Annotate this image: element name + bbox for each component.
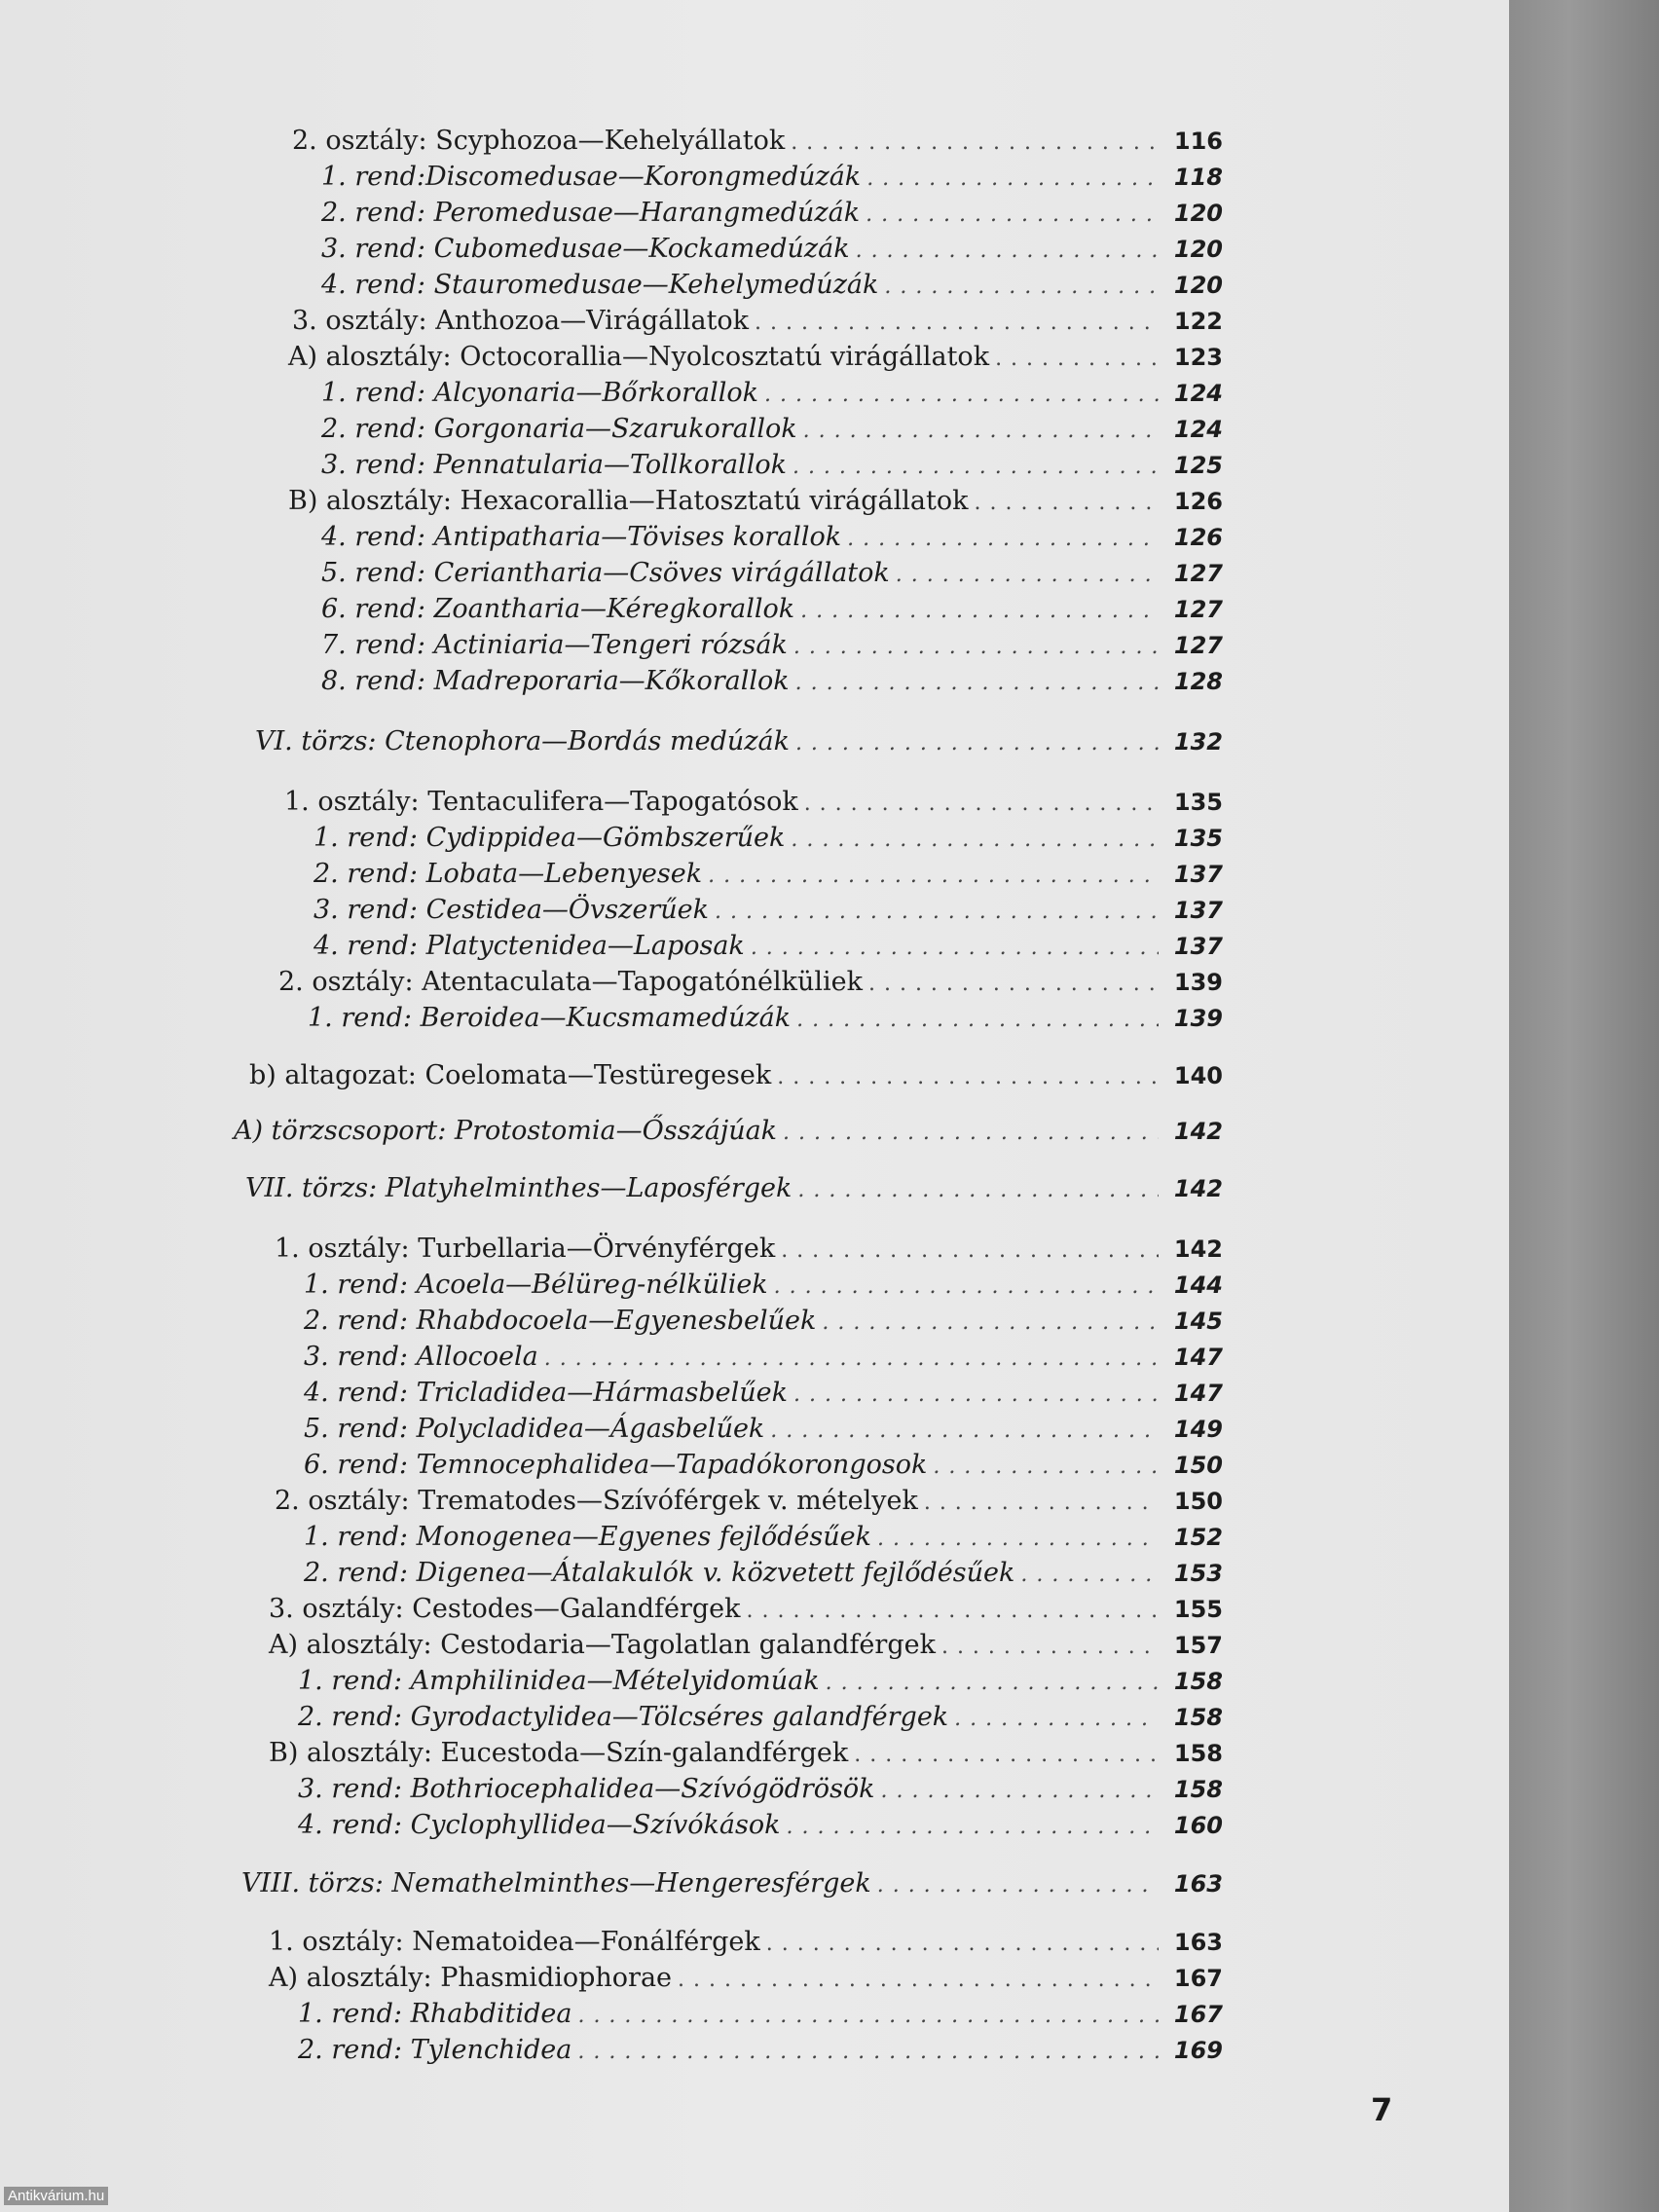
toc-leader-dots: [577, 2036, 1159, 2069]
toc-entry-page: 153: [1173, 1560, 1223, 1587]
toc-entry: [298, 1809, 1223, 1842]
toc-leader-dots: [974, 487, 1159, 520]
toc-entry-label: 5. rend: Polycladidea—Ágasbelűek: [304, 1414, 765, 1444]
toc-entry-label: 3. rend: Allocoela: [304, 1342, 538, 1372]
toc-leader-dots: [877, 1523, 1159, 1556]
toc-entry-page: 149: [1173, 1416, 1223, 1443]
toc-leader-dots: [804, 788, 1159, 821]
toc-entry: [304, 1341, 1223, 1374]
toc-leader-dots: [884, 271, 1159, 304]
toc-entry-page: 135: [1173, 825, 1223, 852]
page-edge-shadow: [1509, 0, 1659, 2212]
toc-entry: [304, 1305, 1223, 1338]
toc-entry-page: 126: [1173, 488, 1223, 515]
watermark: Antikvárium.hu: [4, 2187, 108, 2205]
toc-entry: [304, 1377, 1223, 1410]
toc-leader-dots: [954, 1703, 1159, 1736]
toc-leader-dots: [793, 631, 1159, 664]
toc-entry: [298, 2034, 1223, 2067]
toc-leader-dots: [793, 1379, 1159, 1412]
toc-leader-dots: [777, 1061, 1159, 1094]
toc-entry: [241, 1867, 1223, 1900]
toc-entry: [321, 521, 1223, 554]
toc-leader-dots: [856, 235, 1159, 268]
toc-entry-label: 3. osztály: Cestodes—Galandférgek: [269, 1594, 741, 1624]
toc-leader-dots: [544, 1343, 1159, 1376]
toc-leader-dots: [803, 415, 1159, 448]
toc-entry-label: 2. rend: Peromedusae—Harangmedúzák: [321, 198, 861, 228]
toc-entry-label: 3. rend: Cestidea—Övszerűek: [313, 895, 710, 925]
toc-entry: [298, 1773, 1223, 1806]
toc-entry: [269, 1593, 1223, 1626]
toc-entry-page: 163: [1173, 1870, 1223, 1898]
toc-entry: [298, 1701, 1223, 1734]
toc-entry-label: 6. rend: Zoantharia—Kéregkorallok: [321, 594, 795, 624]
toc-entry: [269, 1926, 1223, 1959]
toc-leader-dots: [995, 343, 1159, 376]
toc-entry-label: 1. rend: Acoela—Bélüreg-nélküliek: [304, 1270, 768, 1300]
toc-entry-page: 167: [1173, 2001, 1223, 2028]
toc-entry: [288, 341, 1223, 374]
toc-entry-label: 7. rend: Actiniaria—Tengeri rózsák: [321, 630, 788, 660]
toc-entry: [255, 725, 1223, 758]
toc-leader-dots: [783, 1117, 1159, 1150]
toc-entry-page: 152: [1173, 1524, 1223, 1551]
toc-entry: [321, 233, 1223, 266]
toc-leader-dots: [866, 163, 1159, 196]
toc-entry-label: 1. rend: Cydippidea—Gömbszerűek: [313, 823, 786, 853]
toc-entry: [288, 485, 1223, 518]
toc-entry-label: 4. rend: Antipatharia—Tövises korallok: [321, 522, 842, 552]
toc-leader-dots: [896, 559, 1159, 592]
toc-leader-dots: [933, 1451, 1159, 1484]
toc-entry: [298, 1998, 1223, 2031]
toc-entry-page: 144: [1173, 1272, 1223, 1299]
toc-entry-page: 120: [1173, 200, 1223, 227]
toc-leader-dots: [847, 523, 1159, 556]
toc-entry-label: 3. osztály: Anthozoa—Virágállatok: [292, 306, 750, 336]
toc-entry-page: 137: [1173, 933, 1223, 960]
toc-leader-dots: [795, 727, 1159, 760]
toc-leader-dots: [678, 1964, 1159, 1997]
toc-entry-page: 142: [1173, 1175, 1223, 1202]
toc-entry: [321, 593, 1223, 626]
toc-leader-dots: [793, 451, 1159, 484]
toc-entry-label: B) alosztály: Hexacorallia—Hatosztatú virágállatok: [288, 486, 969, 516]
toc-entry-label: 2. rend: Tylenchidea: [298, 2035, 572, 2065]
toc-leader-dots: [826, 1667, 1159, 1700]
toc-entry-label: A) alosztály: Octocorallia—Nyolcosztatú virágállatok: [288, 342, 990, 372]
toc-leader-dots: [755, 307, 1159, 340]
toc-leader-dots: [715, 896, 1159, 929]
toc-entry-page: 167: [1173, 1965, 1223, 1992]
toc-entry-label: B) alosztály: Eucestoda—Szín-galandférgek: [269, 1738, 849, 1768]
toc-entry: [304, 1521, 1223, 1554]
toc-entry-page: 127: [1173, 596, 1223, 623]
page-number: 7: [1371, 2091, 1393, 2128]
toc-entry: [313, 930, 1223, 963]
toc-entry: [321, 377, 1223, 410]
toc-entry-page: 158: [1173, 1668, 1223, 1695]
toc-entry-label: 2. rend: Rhabdocoela—Egyenesbelűek: [304, 1306, 817, 1336]
toc-entry-page: 137: [1173, 897, 1223, 924]
toc-entry-label: A) törzscsoport: Protostomia—Ősszájúak: [234, 1116, 778, 1146]
toc-entry-page: 140: [1173, 1062, 1223, 1089]
toc-entry-label: 1. rend: Beroidea—Kucsmamedúzák: [308, 1003, 792, 1033]
toc-entry: [269, 1629, 1223, 1662]
toc-leader-dots: [770, 1415, 1159, 1448]
toc-entry: [292, 125, 1223, 158]
toc-entry-page: 142: [1173, 1235, 1223, 1263]
toc-entry-page: 160: [1173, 1812, 1223, 1839]
toc-entry-label: VIII. törzs: Nemathelminthes—Hengeresférgek: [241, 1868, 871, 1899]
toc-entry-page: 169: [1173, 2037, 1223, 2064]
toc-leader-dots: [797, 1174, 1159, 1207]
toc-entry-label: 1. rend:Discomedusae—Korongmedúzák: [321, 162, 862, 192]
toc-entry: [313, 894, 1223, 927]
toc-entry-label: 1. rend: Amphilinidea—Mételyidomúak: [298, 1666, 820, 1696]
toc-entry-label: 4. rend: Tricladidea—Hármasbelűek: [304, 1378, 788, 1408]
toc-leader-dots: [877, 1869, 1159, 1902]
toc-entry-label: 4. rend: Cyclophyllidea—Szívókások: [298, 1810, 781, 1840]
toc-entry-page: 116: [1173, 128, 1223, 155]
toc-entry-label: 6. rend: Temnocephalidea—Tapadókorongosok: [304, 1450, 928, 1480]
toc-entry-label: 3. rend: Bothriocephalidea—Szívógödrösök: [298, 1774, 875, 1804]
toc-entry-page: 120: [1173, 236, 1223, 263]
toc-entry-label: 1. osztály: Tentaculifera—Tapogatósok: [284, 787, 798, 817]
toc-entry: [304, 1269, 1223, 1302]
toc-entry-page: 142: [1173, 1118, 1223, 1145]
toc-entry-label: 2. rend: Digenea—Átalakulók v. közvetett fejlődésűek: [304, 1558, 1015, 1588]
toc-leader-dots: [774, 1271, 1159, 1304]
toc-entry-label: 3. rend: Pennatularia—Tollkorallok: [321, 450, 787, 480]
toc-entry: [234, 1115, 1223, 1148]
toc-entry-page: 120: [1173, 272, 1223, 299]
toc-entry-label: 1. osztály: Nematoidea—Fonálférgek: [269, 1927, 760, 1957]
toc-leader-dots: [795, 667, 1159, 700]
toc-entry: [298, 1665, 1223, 1698]
toc-entry: [275, 1233, 1223, 1266]
toc-entry-page: 158: [1173, 1704, 1223, 1731]
toc-entry-label: 1. rend: Alcyonaria—Bőrkorallok: [321, 378, 758, 408]
toc-entry: [321, 413, 1223, 446]
toc-entry: [269, 1962, 1223, 1995]
toc-entry-label: 2. rend: Lobata—Lebenyesek: [313, 859, 703, 889]
toc-entry-page: 118: [1173, 164, 1223, 191]
toc-entry: [284, 786, 1223, 819]
toc-entry: [321, 557, 1223, 590]
toc-entry: [321, 269, 1223, 302]
toc-entry: [321, 449, 1223, 482]
toc-entry-page: 147: [1173, 1344, 1223, 1371]
toc-entry-label: 8. rend: Madreporaria—Kőkorallok: [321, 666, 790, 696]
toc-entry-label: 4. rend: Platyctenidea—Laposak: [313, 931, 745, 961]
toc-entry-label: 2. osztály: Trematodes—Szívóférgek v. mételyek: [275, 1486, 918, 1516]
toc-entry-page: 124: [1173, 380, 1223, 407]
toc-leader-dots: [1020, 1559, 1159, 1592]
toc-entry: [304, 1449, 1223, 1482]
toc-entry: [321, 197, 1223, 230]
toc-entry-page: 147: [1173, 1380, 1223, 1407]
toc-entry: [321, 629, 1223, 662]
toc-leader-dots: [708, 860, 1159, 893]
toc-leader-dots: [800, 595, 1159, 628]
toc-leader-dots: [854, 1739, 1159, 1772]
toc-entry-page: 126: [1173, 524, 1223, 551]
toc-entry: [321, 161, 1223, 194]
toc-leader-dots: [751, 932, 1159, 965]
toc-entry-page: 124: [1173, 416, 1223, 443]
toc-entry-label: 3. rend: Cubomedusae—Kockamedúzák: [321, 234, 850, 264]
toc-leader-dots: [791, 824, 1159, 857]
toc-entry-label: VI. törzs: Ctenophora—Bordás medúzák: [255, 726, 790, 756]
toc-leader-dots: [766, 1928, 1159, 1961]
toc-entry-page: 123: [1173, 344, 1223, 371]
toc-entry: [245, 1172, 1223, 1205]
toc-entry-label: 2. osztály: Scyphozoa—Kehelyállatok: [292, 126, 786, 156]
toc-entry-page: 158: [1173, 1740, 1223, 1767]
toc-entry-label: 2. osztály: Atentaculata—Tapogatónélküliek: [278, 967, 863, 997]
toc-entry: [313, 822, 1223, 855]
toc-entry-page: 139: [1173, 969, 1223, 996]
toc-leader-dots: [868, 968, 1159, 1001]
toc-entry-page: 158: [1173, 1776, 1223, 1803]
toc-entry: [278, 966, 1223, 999]
toc-entry-label: 5. rend: Ceriantharia—Csöves virágállatok: [321, 558, 890, 588]
toc-entry-page: 137: [1173, 861, 1223, 888]
toc-entry-page: 157: [1173, 1632, 1223, 1659]
toc-entry-page: 139: [1173, 1005, 1223, 1032]
toc-entry-page: 128: [1173, 668, 1223, 695]
toc-leader-dots: [866, 199, 1159, 232]
toc-entry: [269, 1737, 1223, 1770]
toc-entry-label: 4. rend: Stauromedusae—Kehelymedúzák: [321, 270, 879, 300]
toc-entry: [275, 1485, 1223, 1518]
toc-entry-label: 1. rend: Rhabditidea: [298, 1999, 572, 2029]
toc-entry-page: 135: [1173, 789, 1223, 816]
toc-leader-dots: [791, 127, 1159, 160]
toc-entry-page: 145: [1173, 1308, 1223, 1335]
toc-leader-dots: [822, 1307, 1159, 1340]
toc-entry-page: 122: [1173, 308, 1223, 335]
toc-entry-page: 150: [1173, 1452, 1223, 1479]
toc-leader-dots: [881, 1775, 1159, 1808]
toc-entry: [321, 665, 1223, 698]
toc-entry: [308, 1002, 1223, 1035]
toc-entry-label: 1. rend: Monogenea—Egyenes fejlődésűek: [304, 1522, 871, 1552]
toc-entry-page: 150: [1173, 1488, 1223, 1515]
toc-entry: [313, 858, 1223, 891]
toc-entry: [304, 1413, 1223, 1446]
toc-entry-label: VII. törzs: Platyhelminthes—Laposférgek: [245, 1173, 793, 1203]
toc-entry-page: 132: [1173, 728, 1223, 756]
toc-entry-page: 127: [1173, 632, 1223, 659]
toc-leader-dots: [924, 1487, 1159, 1520]
toc-leader-dots: [746, 1595, 1159, 1628]
toc-leader-dots: [781, 1235, 1159, 1268]
toc-entry-label: A) alosztály: Cestodaria—Tagolatlan galandférgek: [269, 1630, 936, 1660]
toc-entry-label: A) alosztály: Phasmidiophorae: [269, 1963, 673, 1993]
toc-entry: [249, 1059, 1223, 1092]
toc-leader-dots: [764, 379, 1159, 412]
toc-entry-label: 2. rend: Gorgonaria—Szarukorallok: [321, 414, 797, 444]
toc-entry-page: 125: [1173, 452, 1223, 479]
toc-entry-label: b) altagozat: Coelomata—Testüregesek: [249, 1060, 772, 1090]
toc-entry: [292, 305, 1223, 338]
toc-leader-dots: [941, 1631, 1159, 1664]
toc-entry-label: 1. osztály: Turbellaria—Örvényférgek: [275, 1234, 776, 1264]
toc-entry-page: 163: [1173, 1929, 1223, 1956]
toc-entry-page: 155: [1173, 1596, 1223, 1623]
toc-entry-label: 2. rend: Gyrodactylidea—Tölcséres galandférgek: [298, 1702, 949, 1732]
toc-entry-page: 127: [1173, 560, 1223, 587]
toc-entry: [304, 1557, 1223, 1590]
toc-leader-dots: [787, 1811, 1160, 1844]
toc-leader-dots: [796, 1004, 1159, 1037]
toc-leader-dots: [577, 2000, 1159, 2033]
